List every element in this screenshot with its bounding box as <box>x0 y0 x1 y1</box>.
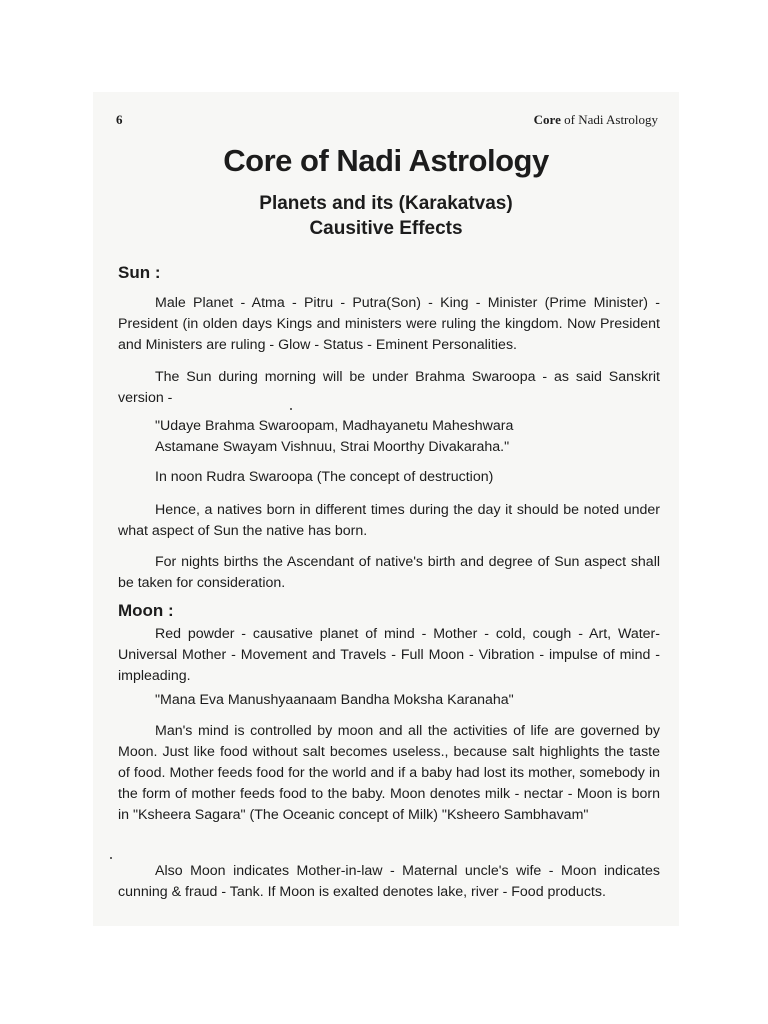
subtitle-line-2: Causitive Effects <box>309 218 463 239</box>
moon-paragraph-1 <box>118 624 660 687</box>
moon-paragraph-4 <box>118 861 660 903</box>
sun-p4-text: Hence, a natives born in different times during the day it should be noted under what aspect of Sun the native has born. <box>118 502 660 539</box>
quote-line-2: Astamane Swayam Vishnuu, Strai Moorthy Divakaraha." <box>155 439 510 455</box>
running-header <box>116 112 658 128</box>
moon-p4-text: Also Moon indicates Mother-in-law - Maternal uncle's wife - Moon indicates cunning & fraud - Tank. If Moon is exalted denotes lake, river - Food products. <box>118 863 660 900</box>
sun-paragraph-5 <box>118 552 660 594</box>
page-number: 6 <box>116 112 123 127</box>
sun-sanskrit-quote <box>118 416 660 458</box>
moon-paragraph-2 <box>118 690 660 711</box>
sun-heading: Sun : <box>118 263 161 282</box>
quote-line-1: "Udaye Brahma Swaroopam, Madhayanetu Maheshwara <box>155 418 514 434</box>
sun-paragraph-2 <box>118 367 660 409</box>
page-title: Core of Nadi Astrology <box>223 143 549 178</box>
running-title-rest: of Nadi Astrology <box>560 112 658 127</box>
sun-p1-text: Male Planet - Atma - Pitru - Putra(Son) - King - Minister (Prime Minister) - President (in olden days Kings and ministers were ruling the kingdom. Now President and Ministers are ruling - Glow - Status - Eminent Personalities. <box>118 295 660 353</box>
speck-mark <box>110 857 112 859</box>
moon-p2-text: "Mana Eva Manushyaanaam Bandha Moksha Karanaha" <box>155 692 514 708</box>
moon-p1-text: Red powder - causative planet of mind - Mother - cold, cough - Art, Water-Universal Mother - Movement and Travels - Full Moon - Vibration - impulse of mind - impleading. <box>118 626 660 684</box>
sun-p5-text: For nights births the Ascendant of native's birth and degree of Sun aspect shall be taken for consideration. <box>118 554 660 591</box>
moon-heading: Moon : <box>118 601 174 620</box>
subtitle-line-1: Planets and its (Karakatvas) <box>259 193 513 214</box>
sun-paragraph-4 <box>118 500 660 542</box>
sun-p2-text: The Sun during morning will be under Brahma Swaroopa - as said Sanskrit version - <box>118 369 660 406</box>
sun-p3-text: In noon Rudra Swaroopa (The concept of destruction) <box>155 469 494 485</box>
moon-p3-text: Man's mind is controlled by moon and all the activities of life are governed by Moon. Just like food without salt becomes useless., because salt highlights the taste of food. Mother feeds food for the world and if a baby had lost its mother, somebody in the form of mother feeds food to the baby. Moon denotes milk - nectar - Moon is born in "Ksheera Sagara" (The Oceanic concept of Milk) "Ksheero Sambhavam" <box>118 723 660 823</box>
running-title <box>534 112 658 128</box>
speck-mark <box>290 408 292 410</box>
running-title-bold: Core <box>533 112 561 127</box>
moon-paragraph-3 <box>118 721 660 826</box>
sun-paragraph-3 <box>118 467 660 488</box>
sun-paragraph-1 <box>118 293 660 356</box>
